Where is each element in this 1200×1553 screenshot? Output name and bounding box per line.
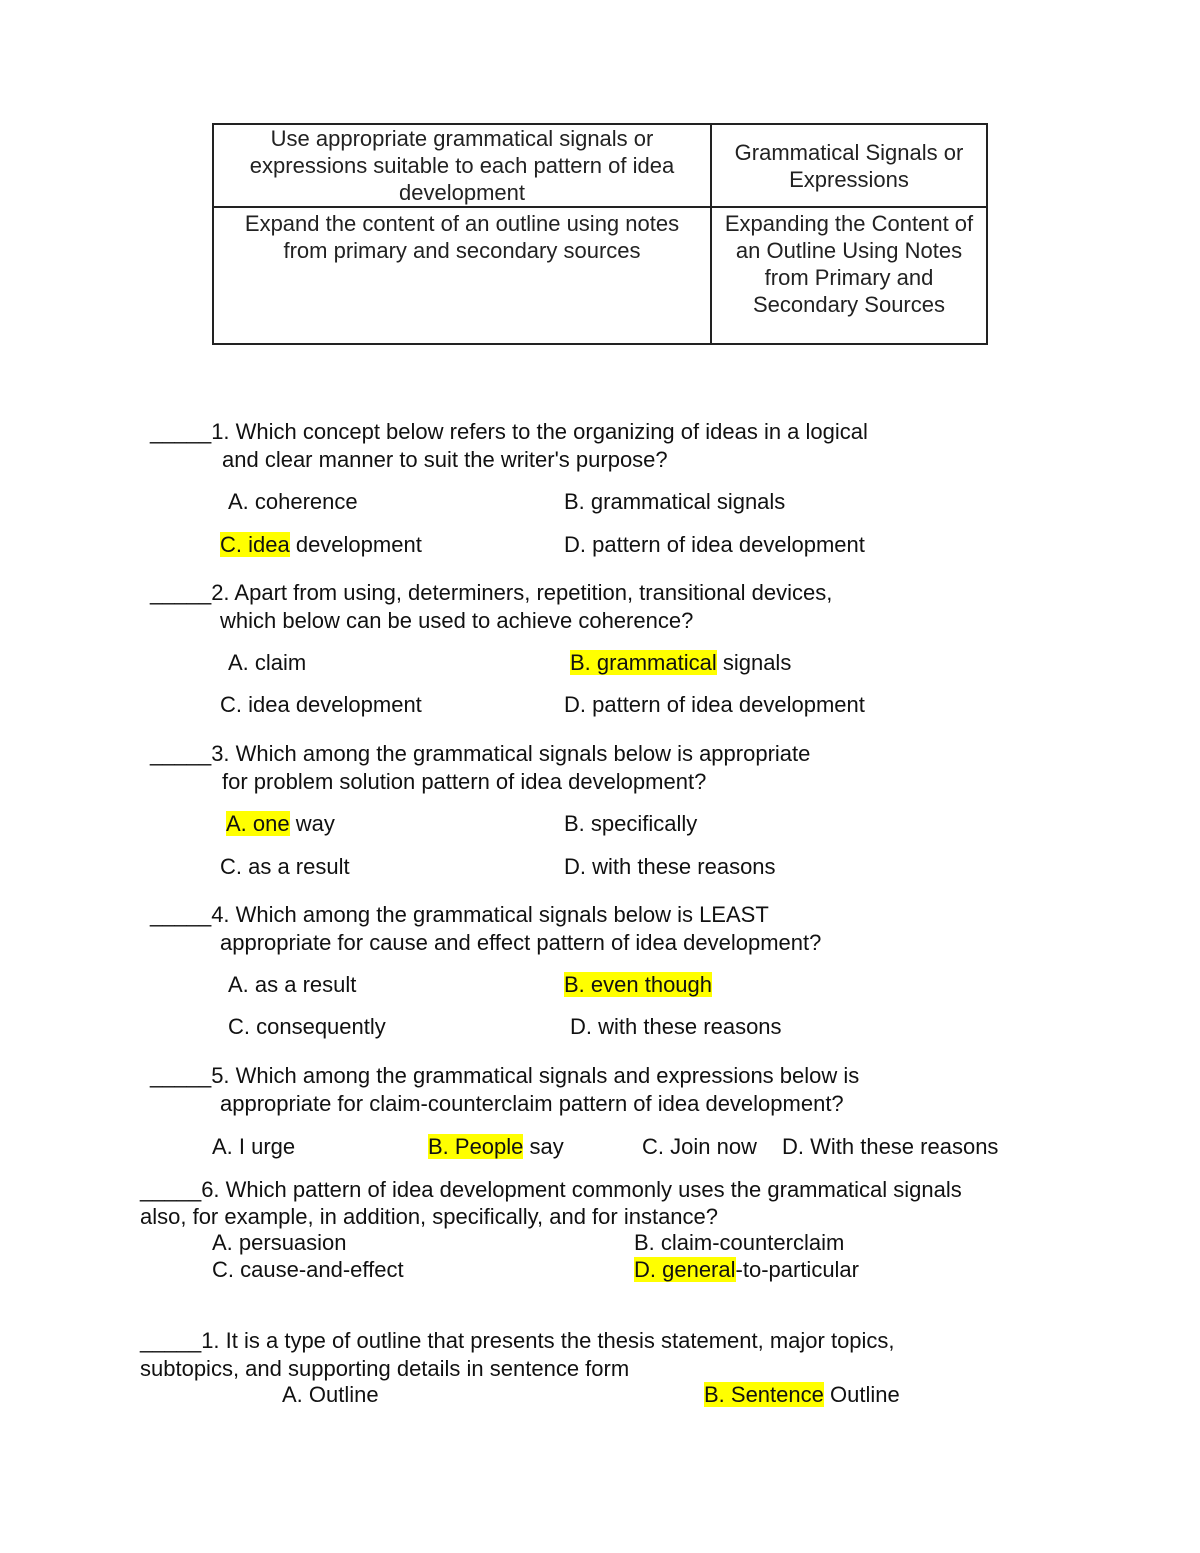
- question-stem: _____5. Which among the grammatical signals and expressions below is: [150, 1063, 860, 1088]
- answer-blank[interactable]: _____: [140, 1177, 202, 1202]
- answer-blank[interactable]: _____: [140, 1328, 202, 1353]
- option-d: D. pattern of idea development: [564, 532, 865, 557]
- option-a: A. persuasion: [212, 1230, 347, 1255]
- option-b: B. grammatical signals: [570, 650, 792, 675]
- option-b: B. grammatical signals: [564, 489, 786, 514]
- answer-blank[interactable]: _____: [150, 902, 212, 927]
- option-d: D. general-to-particular: [634, 1257, 859, 1282]
- question-stem: _____1. Which concept below refers to the organizing of ideas in a logical: [150, 419, 868, 444]
- question-stem-cont: for problem solution pattern of idea development?: [222, 769, 707, 794]
- answer-highlight: D. general: [634, 1257, 736, 1282]
- question-stem: _____4. Which among the grammatical signals below is LEAST: [150, 902, 769, 927]
- answer-blank[interactable]: _____: [150, 741, 212, 766]
- answer-highlight: B. Sentence: [704, 1382, 824, 1407]
- answer-blank[interactable]: _____: [150, 419, 212, 444]
- table-row: [213, 207, 987, 344]
- option-c: C. as a result: [220, 854, 350, 879]
- option-c: C. cause-and-effect: [212, 1257, 404, 1282]
- option-a: A. Outline: [282, 1382, 379, 1407]
- question-stem-cont: appropriate for claim-counterclaim pattern of idea development?: [220, 1091, 844, 1116]
- question-stem-cont: appropriate for cause and effect pattern of idea development?: [220, 930, 822, 955]
- answer-highlight: C. idea: [220, 532, 290, 557]
- question-stem: _____6. Which pattern of idea development commonly uses the grammatical signals: [140, 1177, 962, 1202]
- option-b: B. claim-counterclaim: [634, 1230, 845, 1255]
- question-stem-cont: subtopics, and supporting details in sentence form: [140, 1356, 630, 1381]
- option-a: A. claim: [228, 650, 307, 675]
- option-d: D. with these reasons: [570, 1014, 782, 1039]
- question-stem: _____3. Which among the grammatical signals below is appropriate: [150, 741, 811, 766]
- option-b: [564, 971, 712, 999]
- competency-table: [212, 123, 988, 345]
- option-a: A. as a result: [228, 972, 357, 997]
- answer-blank[interactable]: _____: [150, 580, 212, 605]
- question-stem-cont: also, for example, in addition, specifically, and for instance?: [140, 1204, 719, 1229]
- option-b: B. specifically: [564, 811, 698, 836]
- table-row: [213, 124, 987, 207]
- topic-cell: Expanding the Content of an Outline Using Notes from Primary and Secondary Sources: [711, 207, 987, 344]
- competency-cell: Use appropriate grammatical signals or expressions suitable to each pattern of idea development: [213, 124, 711, 207]
- option-c: C. idea development: [220, 692, 422, 717]
- option-b: B. Sentence Outline: [704, 1382, 900, 1407]
- answer-blank[interactable]: _____: [150, 1063, 212, 1088]
- option-d: D. pattern of idea development: [564, 692, 865, 717]
- option-c: C. idea development: [220, 532, 422, 557]
- option-a: A. coherence: [228, 489, 358, 514]
- question-stem: _____1. It is a type of outline that presents the thesis statement, major topics,: [140, 1328, 895, 1353]
- question-stem-cont: which below can be used to achieve coherence?: [220, 608, 694, 633]
- option-c: C. consequently: [228, 1014, 386, 1039]
- option-c: C. Join now: [642, 1134, 757, 1159]
- option-b: B. People say: [428, 1134, 564, 1159]
- option-a: A. one way: [226, 811, 335, 836]
- question-stem: _____2. Apart from using, determiners, repetition, transitional devices,: [150, 580, 833, 605]
- topic-cell: Grammatical Signals or Expressions: [711, 124, 987, 207]
- answer-highlight: B. People: [428, 1134, 524, 1159]
- option-d: D. with these reasons: [564, 854, 776, 879]
- question-stem-cont: and clear manner to suit the writer's purpose?: [222, 447, 668, 472]
- answer-highlight: A. one: [226, 811, 290, 836]
- competency-cell: Expand the content of an outline using notes from primary and secondary sources: [213, 207, 711, 344]
- answer-highlight: B. grammatical: [570, 650, 717, 675]
- option-a: A. I urge: [212, 1134, 296, 1159]
- option-d: D. With these reasons: [782, 1134, 999, 1159]
- answer-highlight: B. even though: [564, 972, 713, 997]
